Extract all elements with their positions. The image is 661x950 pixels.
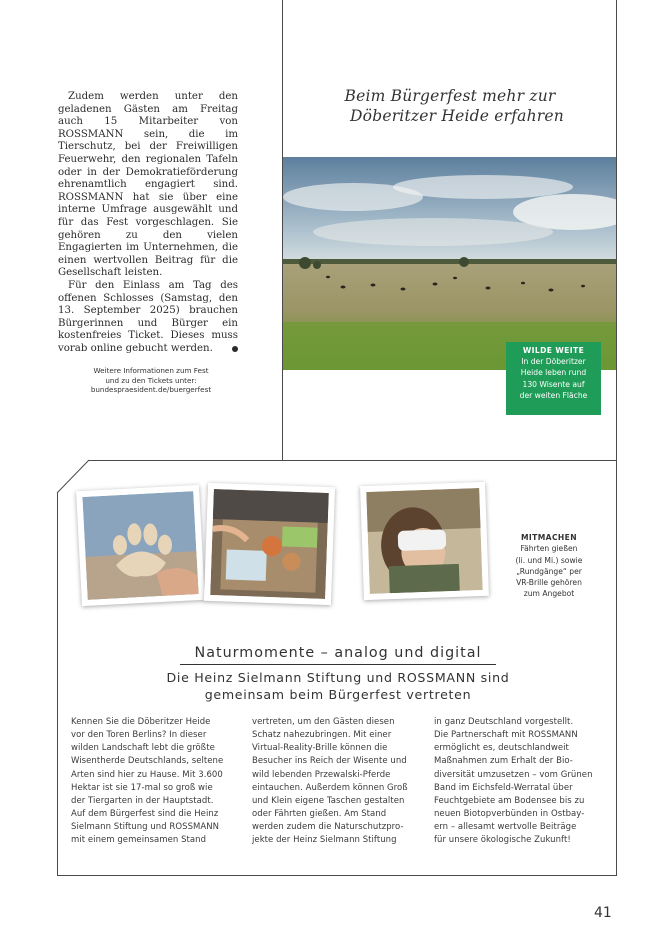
landscape-photo [283, 157, 616, 370]
section-heading: Naturmomente – analog und digital [180, 645, 496, 665]
article-paragraph-2-text: Für den Einlass am Tag des offenen Schlosses (Samstag, den 13. September 2025) brauchen Bürgerinnen und Bürger ein kostenfreies Ticket. Dieses muss vorab online gebucht werden. [58, 279, 238, 354]
script-heading-line-2: Döberitzer Heide erfahren [350, 107, 564, 125]
frame-line-bottom [57, 875, 617, 876]
caption-line: 130 Wisente auf [522, 379, 585, 389]
photo-vr-glasses [360, 482, 489, 600]
vr-glasses-image [366, 488, 482, 594]
paw-cast-image [82, 491, 198, 600]
subheading-line-2: gemeinsam beim Bürgerfest vertreten [204, 687, 472, 702]
photo-crafting-table [204, 483, 335, 605]
info-link[interactable]: bundespraesident.de/buergerfest [90, 385, 212, 394]
activity-caption [493, 532, 605, 600]
article-paragraph-2 [58, 280, 238, 356]
script-heading-line-1: Beim Bürgerfest mehr zur [344, 87, 556, 105]
crafting-table-image [210, 489, 329, 599]
body-column-1: Kennen Sie die Döberitzer Heide vor den Toren Berlins? In dieser wilden Landschaft lebt die größte Wisentherde Deutschlands, seltene Arten sind hier zu Hause. Mit 3.600 Hektar ist sie 17-mal so groß wie der Tiergarten in der Hauptstadt. Auf dem Bürgerfest sind die Heinz Sielmann Stiftung und ROSSMANN mit einem gemeinsamen Stand [71, 717, 224, 846]
frame-line-right-top [616, 0, 617, 461]
caption-line: „Rundgänge“ per [516, 566, 582, 576]
subheading-line-1: Die Heinz Sielmann Stiftung und ROSSMANN sind [166, 670, 510, 685]
frame-line-right [616, 460, 617, 876]
caption-line: Heide leben rund [520, 368, 587, 378]
info-note [66, 366, 236, 395]
info-line: und zu den Tickets unter: [105, 375, 197, 385]
frame-line-top [89, 460, 617, 461]
caption-line: zum Angebot [523, 589, 575, 599]
caption-line: (li. und Mi.) sowie [515, 555, 583, 565]
photo-paw-cast [76, 485, 205, 606]
info-line: Weitere Informationen zum Fest [93, 366, 209, 375]
caption-line: der weiten Fläche [519, 390, 588, 400]
caption-line: VR-Brille gehören [516, 578, 582, 588]
section-subheading [110, 669, 566, 703]
end-mark-icon [232, 346, 238, 352]
frame-corner [56, 459, 90, 495]
article-paragraph-1: Zudem werden unter den geladenen Gästen am Freitag auch 15 Mitarbeiter von ROSSMANN sein, die im Tierschutz, bei der Freiwilligen Feuerwehr, den regionalen Tafeln oder in der Demokratieförderung ehrenamtlich engagiert sind. ROSSMANN hat sie über eine interne Umfrage ausgewählt und für das Fest vorgeschlagen. Sie gehören zu den vielen Engagierten im Unternehmen, die einen wertvollen Beitrag für die Gesellschaft leisten. [58, 91, 238, 279]
frame-line-left [57, 493, 58, 876]
heath-landscape-image [283, 157, 616, 370]
caption-title: MITMACHEN [520, 533, 578, 542]
caption-line: In der Döberitzer [521, 357, 586, 367]
caption-title: WILDE WEITE [522, 346, 585, 355]
body-column-3: in ganz Deutschland vorgestellt. Die Partnerschaft mit ROSSMANN ermöglicht es, deutschlandweit Maßnahmen zum Erhalt der Bio- diversität umzusetzen – vom Grünen Band im Eichsfeld-Werratal über Feuchtgebiete am Bodensee bis zu neuen Biotopverbünden in Ostbay- ern – allesamt wertvolle Beiträge für unsere ökologische Zukunft! [434, 717, 593, 846]
caption-line: Fährten gießen [520, 544, 578, 554]
script-heading [330, 86, 570, 126]
body-column-2: vertreten, um den Gästen diesen Schatz nahezubringen. Mit einer Virtual-Reality-Brille können die Besucher ins Reich der Wisente und wild lebenden Przewalski-Pferde eintauchen. Außerdem können Groß und Klein eigene Taschen gestalten oder Fährten gießen. Am Stand werden zudem die Naturschutzpro- jekte der Heinz Sielmann Stiftung [252, 717, 408, 846]
article-column [58, 91, 238, 355]
page-number: 41 [594, 905, 612, 921]
landscape-caption [506, 342, 601, 415]
